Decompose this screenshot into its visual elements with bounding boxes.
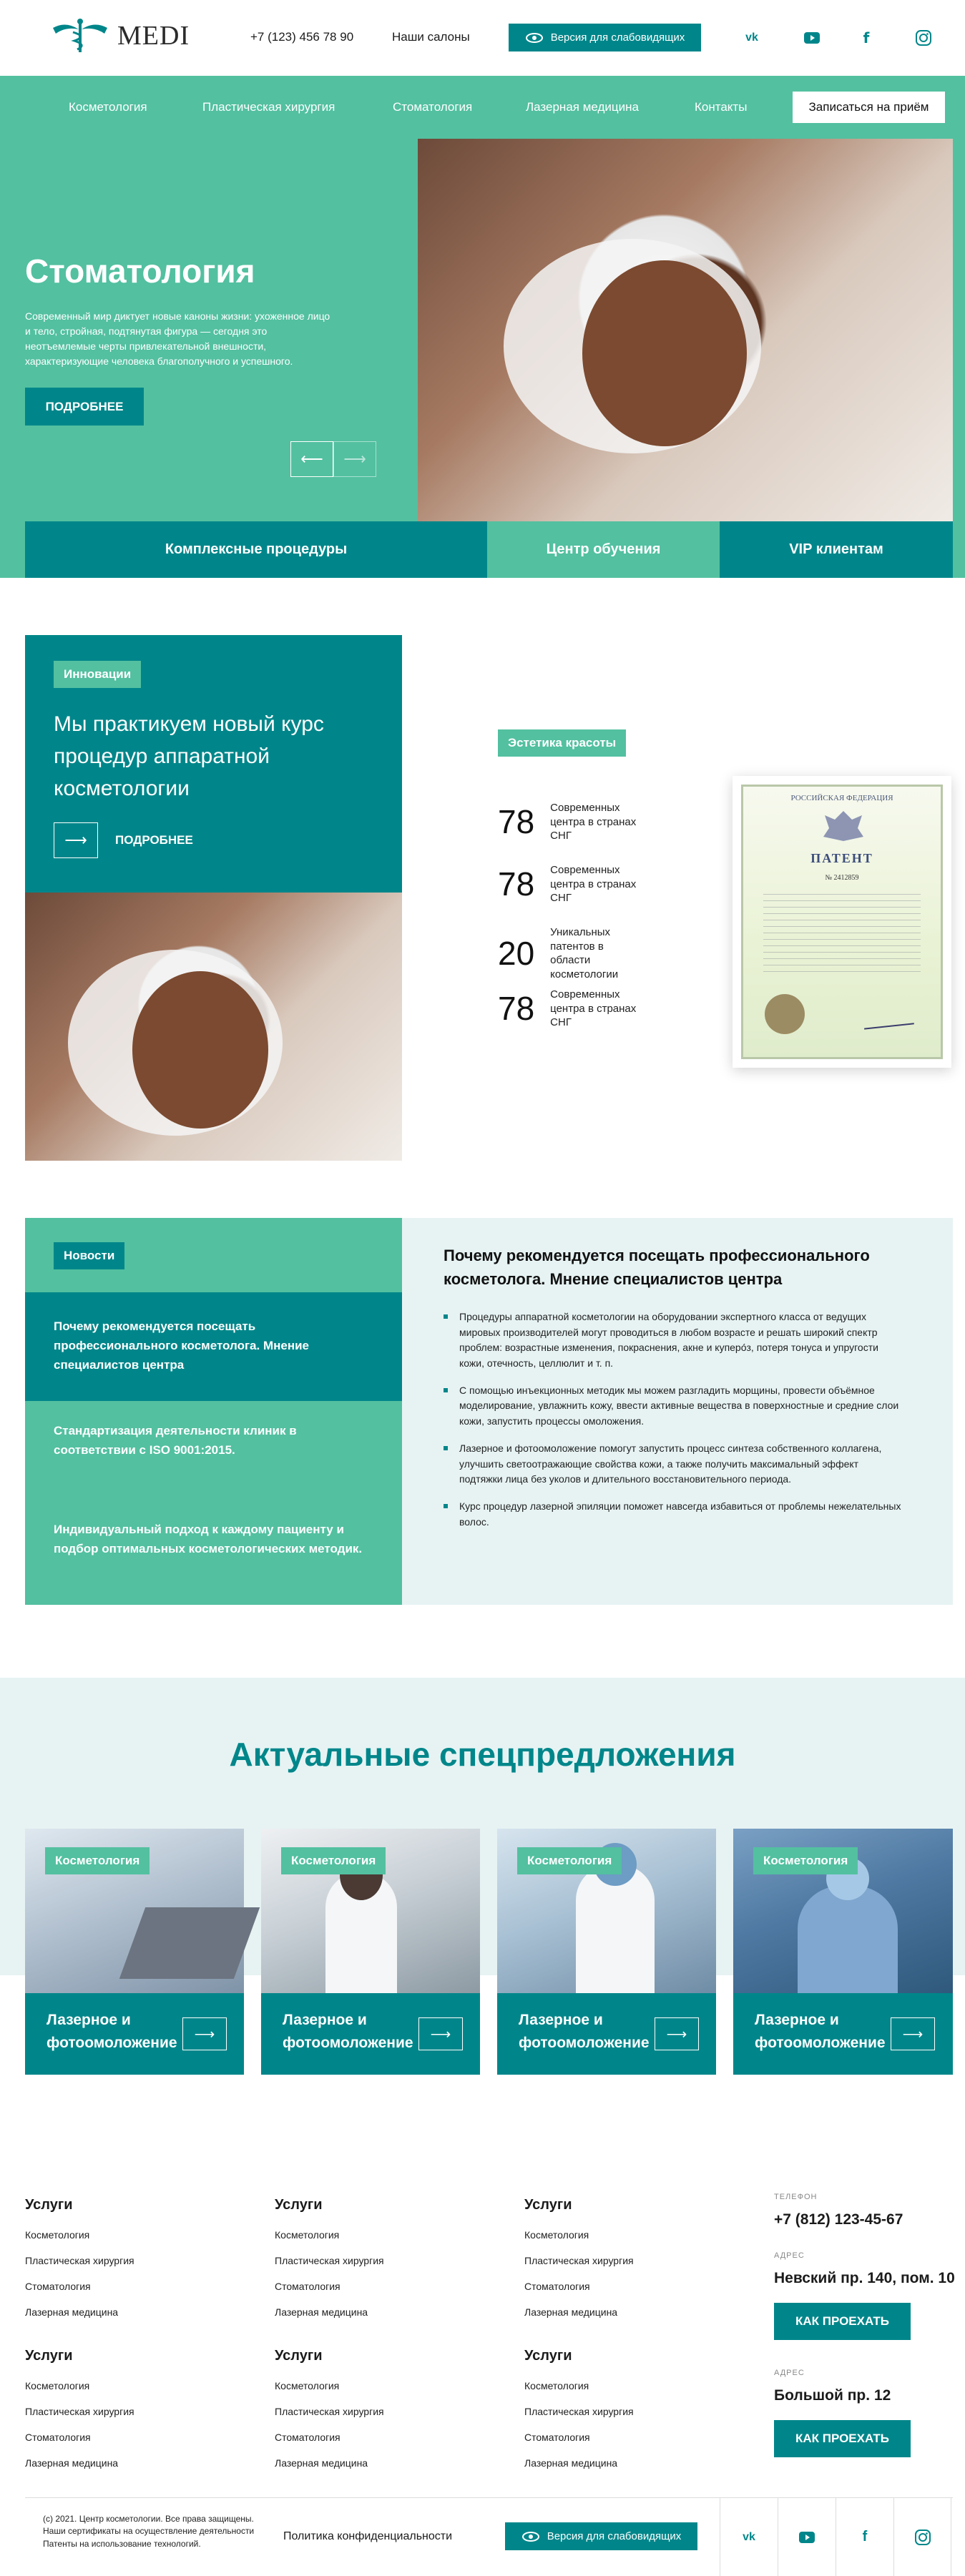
stat-number: 78: [498, 803, 535, 841]
hero-image: [418, 139, 953, 521]
news-article-bullets: [444, 1309, 901, 1541]
footer-copyright: (с) 2021. Центр косметологии. Все права защищены. Наши сертификаты на осуществление деятельности Патенты на использование технологий.: [43, 2514, 255, 2549]
emblem-icon: [821, 808, 866, 844]
facebook-icon: f: [863, 29, 870, 46]
footer-col-4: [25, 2348, 134, 2469]
offer-arrow-button[interactable]: [891, 2017, 935, 2050]
facebook-link[interactable]: [850, 24, 883, 51]
footer-col-title: Услуги: [524, 2197, 572, 2213]
footer-link[interactable]: Стоматология: [524, 2432, 590, 2443]
footer-link[interactable]: Стоматология: [275, 2432, 341, 2443]
footer-col-title: Услуги: [25, 2348, 73, 2364]
offer-footer: [261, 1993, 480, 2075]
youtube-icon: [804, 32, 820, 44]
innovation-card: [25, 635, 402, 893]
instagram-link[interactable]: [907, 24, 940, 51]
news-item[interactable]: [25, 1401, 402, 1501]
news-bullet: Курс процедур лазерной эпиляции поможет навсегда избавиться от проблемы нежелательных волос.: [444, 1499, 901, 1530]
news-article: [402, 1218, 953, 1605]
surgeon-shape: [798, 1886, 898, 1993]
footer-col-1: [25, 2197, 134, 2318]
instagram-icon: [916, 30, 931, 46]
vk-link[interactable]: [735, 24, 768, 51]
footer-col-title: Услуги: [275, 2197, 323, 2213]
footer-col-title: Услуги: [275, 2348, 323, 2364]
offer-footer: [25, 1993, 244, 2075]
salons-link[interactable]: Наши салоны: [392, 30, 470, 44]
innovation-arrow-button[interactable]: [54, 822, 98, 858]
footer-link[interactable]: Пластическая хирургия: [25, 2406, 134, 2417]
stat-text: Современных центра в странах СНГ: [550, 802, 637, 842]
arrow-right-icon: ⟶: [64, 831, 87, 849]
footer-social: [720, 2498, 951, 2576]
arrow-right-icon: ⟶: [194, 2026, 215, 2042]
youtube-icon: [799, 2532, 815, 2543]
footer-col-5: [275, 2348, 384, 2469]
header: [0, 0, 965, 76]
news-bullet: Лазерное и фотоомоложение помогут запустить процесс синтеза собственного коллагена, улучшить светоотражающие свойства кожи, а также получить максимальный эффект подтяжки лица без уколов и длительного восстановительного периода.: [444, 1441, 901, 1488]
arrow-right-icon: ⟶: [666, 2026, 687, 2042]
arrow-right-icon: ⟶: [902, 2026, 924, 2042]
patent-text-lines: [763, 894, 921, 973]
book-appointment-button[interactable]: [793, 92, 945, 123]
footer-link[interactable]: Стоматология: [25, 2281, 91, 2292]
nav-cosmetology[interactable]: Косметология: [69, 100, 147, 114]
visually-impaired-button[interactable]: [509, 24, 701, 51]
route-label: КАК ПРОЕХАТЬ: [795, 2314, 890, 2328]
news-article-title: Почему рекомендуется посещать профессионального косметолога. Мнение специалистов центра: [444, 1247, 870, 1288]
youtube-link[interactable]: [778, 2498, 836, 2576]
innovation-tag: Инновации: [54, 661, 141, 688]
hero-image-face: [582, 260, 747, 446]
footer-link[interactable]: Стоматология: [275, 2281, 341, 2292]
tab-complex-procedures[interactable]: [25, 521, 487, 578]
footer-link[interactable]: Лазерная медицина: [524, 2306, 618, 2318]
footer-link[interactable]: Косметология: [524, 2229, 589, 2241]
news-list: [25, 1218, 402, 1605]
stat-row-1: [498, 801, 643, 843]
nav-dentistry[interactable]: Стоматология: [393, 100, 473, 114]
news-tag-label: Новости: [64, 1249, 115, 1262]
footer-link[interactable]: Пластическая хирургия: [524, 2406, 634, 2417]
route-button[interactable]: [774, 2420, 911, 2457]
offer-title: Лазерное и фотоомоложение: [519, 2012, 650, 2051]
footer-link[interactable]: Пластическая хирургия: [25, 2255, 134, 2266]
innovation-more[interactable]: [54, 822, 193, 858]
stat-row-2: [498, 863, 643, 905]
footer-link[interactable]: Лазерная медицина: [25, 2306, 119, 2318]
eye-icon: [525, 32, 544, 44]
arrow-right-icon: ⟶: [343, 450, 366, 468]
visually-impaired-label: Версия для слабовидящих: [547, 2530, 682, 2542]
footer-link[interactable]: Косметология: [524, 2380, 589, 2391]
footer-link[interactable]: Лазерная медицина: [25, 2457, 119, 2469]
main-nav: [0, 92, 965, 124]
facebook-link[interactable]: [836, 2498, 893, 2576]
caduceus-icon: [52, 18, 109, 54]
footer-link[interactable]: Лазерная медицина: [275, 2306, 368, 2318]
footer-link[interactable]: Лазерная медицина: [524, 2457, 618, 2469]
news-item-active[interactable]: [25, 1292, 402, 1401]
stat-number: 78: [498, 865, 535, 903]
nav-laser-medicine[interactable]: Лазерная медицина: [526, 100, 639, 114]
news-tag: [54, 1242, 124, 1269]
innovation-image-face: [132, 971, 268, 1129]
stat-text: Уникальных патентов в области косметологии: [550, 926, 619, 980]
news-bullet: Процедуры аппаратной косметологии на оборудовании экспертного класса от ведущих мировых производителей могут проводиться в любом возрасте и решать широкий спектр проблем: возрастные изменения, покраснения, акне и куперо́з, потеря тонуса и упругости кожи, отечность, целлюлит и т. п.: [444, 1309, 901, 1372]
patent-country: РОССИЙСКАЯ ФЕДЕРАЦИЯ: [790, 794, 893, 802]
tab-vip-clients-label: VIP клиентам: [789, 541, 883, 557]
footer-link[interactable]: Косметология: [275, 2380, 340, 2391]
patent-seal: [765, 994, 805, 1034]
eye-icon: [521, 2531, 540, 2542]
stat-number: 78: [498, 990, 535, 1028]
hero-prev-button[interactable]: [290, 441, 333, 477]
hero-more-button[interactable]: [25, 388, 144, 426]
footer-link[interactable]: Пластическая хирургия: [275, 2406, 384, 2417]
footer-phone[interactable]: +7 (812) 123-45-67: [774, 2211, 903, 2228]
tab-vip-clients[interactable]: [720, 521, 953, 578]
innovation-image: [25, 893, 402, 1161]
offer-tag: Косметология: [45, 1847, 150, 1874]
stat-row-3: [498, 925, 643, 981]
vk-link[interactable]: [720, 2498, 778, 2576]
offer-card-2[interactable]: [261, 1829, 480, 2075]
news-item-label: Почему рекомендуется посещать профессионального косметолога. Мнение специалистов центра: [54, 1319, 310, 1372]
news-item-label: Индивидуальный подход к каждому пациенту и подбор оптимальных косметологических методик.: [54, 1523, 363, 1556]
vk-icon: vk: [743, 2530, 755, 2543]
instagram-link[interactable]: [893, 2498, 951, 2576]
offers-title: Актуальные спецпредложения: [229, 1736, 736, 1773]
offer-arrow-button[interactable]: [655, 2017, 699, 2050]
footer-link[interactable]: Лазерная медицина: [275, 2457, 368, 2469]
tab-training-center[interactable]: [487, 521, 720, 578]
offer-footer: [733, 1993, 953, 2075]
footer-col-title: Услуги: [25, 2197, 73, 2213]
stat-text: Современных центра в странах СНГ: [550, 988, 637, 1028]
offer-card-4[interactable]: [733, 1829, 953, 2075]
hero-text: Современный мир диктует новые каноны жизни: ухоженное лицо и тело, стройная, подтянутая фигура — сегодня это неотъемлемые черты привлекательной внешности, характеризующие человека благополучного и успешного.: [25, 310, 330, 367]
aesthetics-tag: Эстетика красоты: [498, 729, 626, 757]
address-label: АДРЕС: [774, 2369, 805, 2377]
patent-signature: [863, 1010, 914, 1029]
footer-col-2: [275, 2197, 384, 2318]
offer-card-1[interactable]: [25, 1829, 244, 2075]
footer-link[interactable]: Косметология: [25, 2229, 90, 2241]
patent-title: ПАТЕНТ: [810, 851, 873, 865]
offer-title: Лазерное и фотоомоложение: [755, 2012, 886, 2051]
footer-link[interactable]: Стоматология: [25, 2432, 91, 2443]
footer-link[interactable]: Пластическая хирургия: [524, 2255, 634, 2266]
patent-number: № 2412859: [825, 874, 859, 882]
footer-address: Большой пр. 12: [774, 2387, 891, 2404]
logo-text: MEDI: [117, 21, 190, 51]
offer-tag: Косметология: [753, 1847, 858, 1874]
footer-link[interactable]: Пластическая хирургия: [275, 2255, 384, 2266]
tab-complex-procedures-label: Комплексные процедуры: [165, 541, 348, 557]
footer-contacts: [774, 2193, 953, 2457]
news-item[interactable]: [25, 1501, 402, 1601]
vk-icon: vk: [745, 31, 758, 44]
address-label: АДРЕС: [774, 2251, 805, 2260]
facebook-icon: f: [862, 2529, 868, 2545]
offer-tag: Косметология: [517, 1847, 622, 1874]
patent-certificate[interactable]: [733, 776, 951, 1068]
nav-plastic-surgery[interactable]: Пластическая хирургия: [202, 100, 335, 114]
book-appointment-label: Записаться на приём: [808, 100, 929, 114]
stat-number: 20: [498, 935, 535, 972]
nav-contacts[interactable]: Контакты: [695, 100, 748, 114]
arrow-right-icon: ⟶: [430, 2026, 451, 2042]
offer-tag: Косметология: [281, 1847, 386, 1874]
youtube-link[interactable]: [795, 24, 828, 51]
footer-link[interactable]: Стоматология: [524, 2281, 590, 2292]
arrow-left-icon: ⟵: [300, 450, 323, 468]
offer-arrow-button[interactable]: [418, 2017, 463, 2050]
offer-arrow-button[interactable]: [182, 2017, 227, 2050]
footer-link[interactable]: Косметология: [275, 2229, 340, 2241]
news-bullet: С помощью инъекционных методик мы можем разгладить морщины, провести объёмное моделирование, увлажнить кожу, ввести активные вещества в поверхностные и средние слои кожи, запустить процессы омоложения.: [444, 1383, 901, 1430]
footer-visually-impaired-button[interactable]: [505, 2522, 697, 2550]
news-item-label: Стандартизация деятельности клиник в соответствии с ISO 9001:2015.: [54, 1424, 297, 1457]
patent-inner: [741, 785, 943, 1059]
offer-title: Лазерное и фотоомоложение: [46, 2012, 177, 2051]
offer-card-3[interactable]: [497, 1829, 716, 2075]
innovation-more-label: ПОДРОБНЕЕ: [115, 833, 193, 847]
instagram-icon: [915, 2530, 931, 2545]
tab-training-center-label: Центр обучения: [546, 541, 661, 557]
footer-link[interactable]: Косметология: [25, 2380, 90, 2391]
footer-col-3: [524, 2197, 634, 2318]
privacy-link[interactable]: Политика конфиденциальности: [283, 2530, 453, 2542]
hero-next-button[interactable]: [333, 441, 376, 477]
stat-text: Современных центра в странах СНГ: [550, 864, 637, 904]
offer-footer: [497, 1993, 716, 2075]
phone-label: ТЕЛЕФОН: [774, 2193, 818, 2201]
route-button[interactable]: [774, 2303, 911, 2340]
footer-col-title: Услуги: [524, 2348, 572, 2364]
stat-row-4: [498, 988, 643, 1030]
offer-title: Лазерное и фотоомоложение: [283, 2012, 413, 2051]
laptop-shape: [119, 1907, 260, 1979]
footer-address: Невский пр. 140, пом. 10: [774, 2270, 955, 2286]
logo[interactable]: [52, 17, 190, 54]
header-phone[interactable]: +7 (123) 456 78 90: [250, 30, 354, 44]
hero-more-label: ПОДРОБНЕЕ: [45, 399, 124, 413]
hero-title: Стоматология: [25, 252, 255, 290]
route-label: КАК ПРОЕХАТЬ: [795, 2432, 890, 2445]
innovation-title: Мы практикуем новый курс процедур аппаратной косметологии: [54, 712, 324, 800]
visually-impaired-label: Версия для слабовидящих: [550, 31, 685, 44]
footer-col-6: [524, 2348, 634, 2469]
